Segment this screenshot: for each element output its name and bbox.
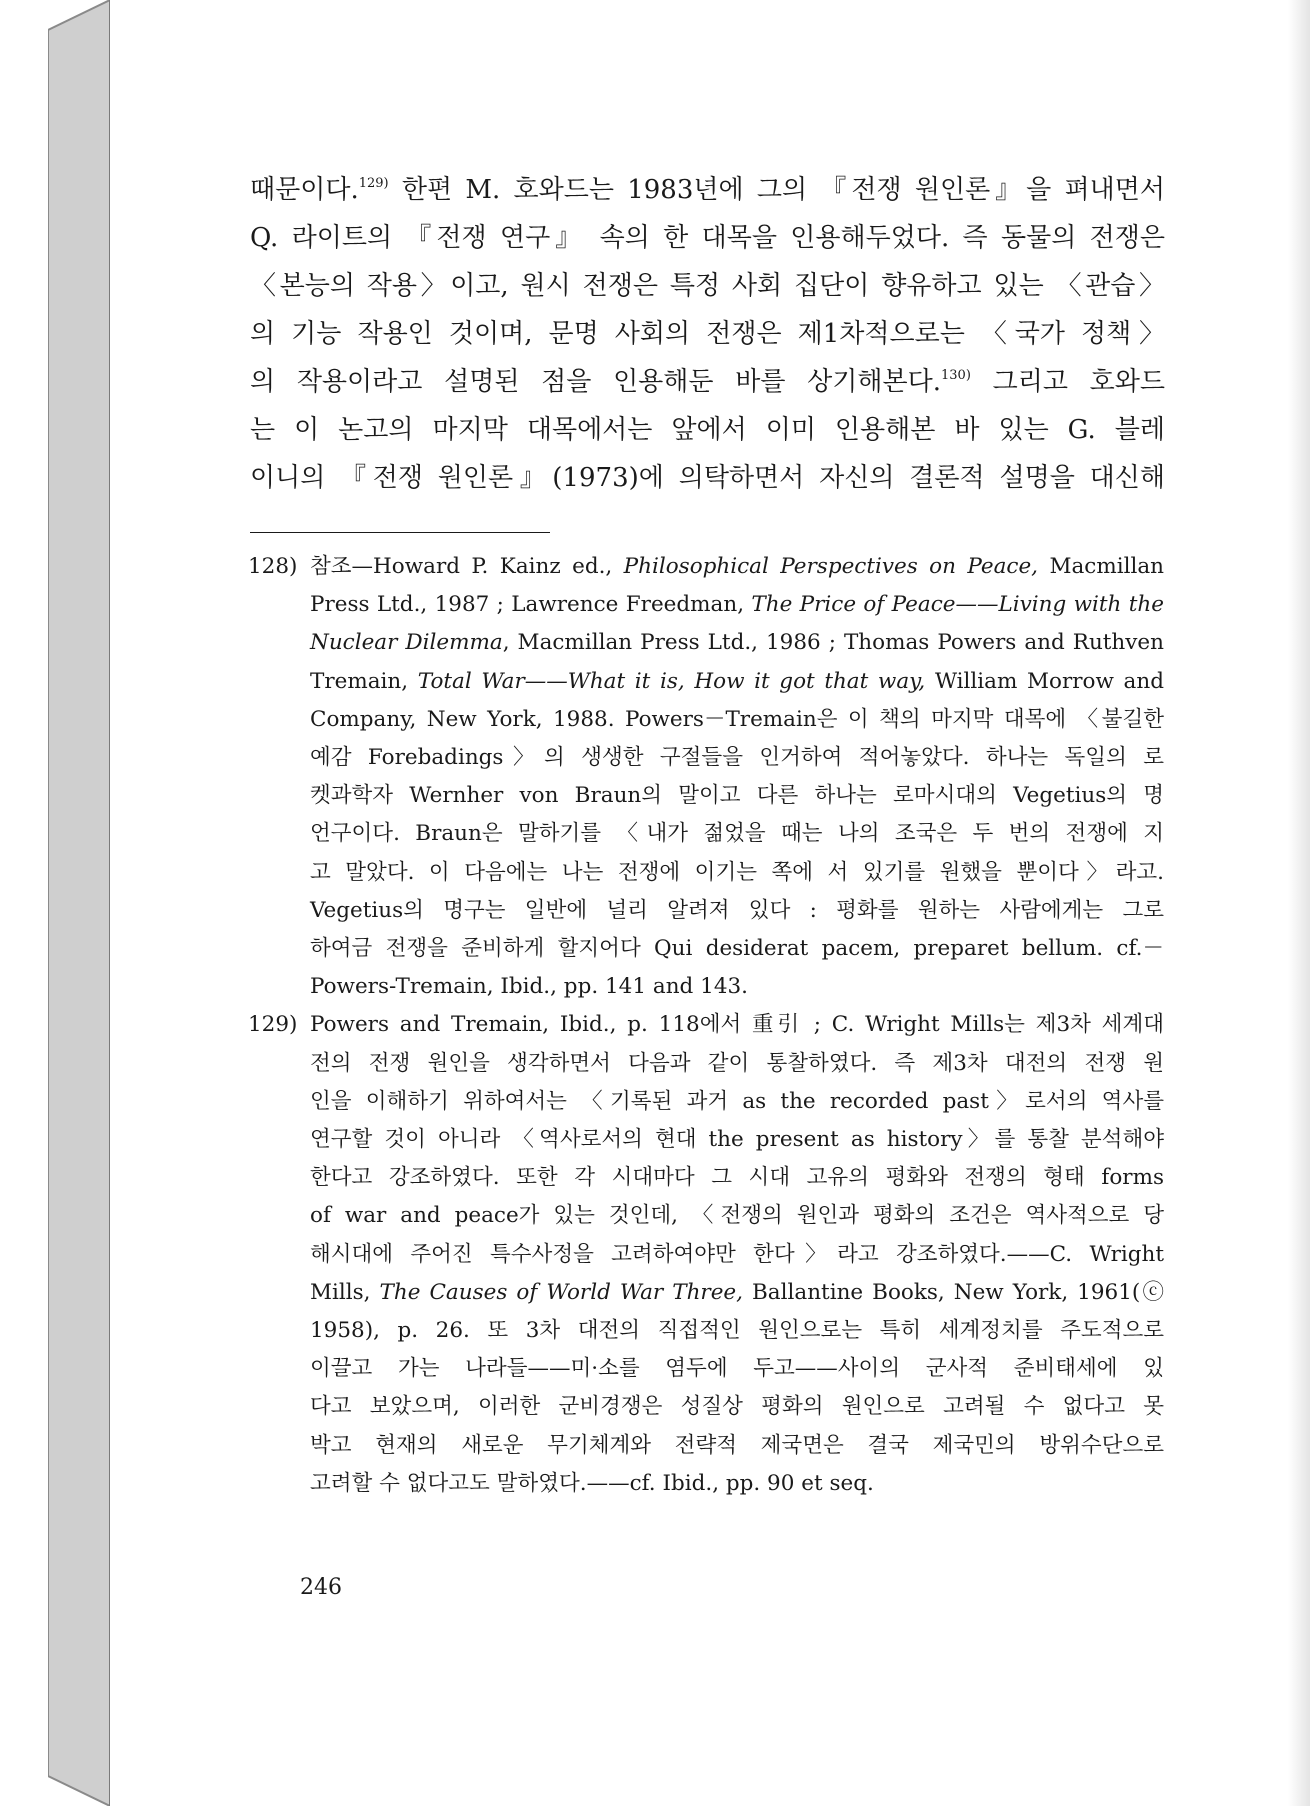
footnote-text: 고려할 수 없다고도 말하였다.——cf. Ibid., pp. 90 et seq. bbox=[310, 1470, 874, 1496]
footnote-text: Press Ltd., 1987 ; Lawrence Freedman, bbox=[310, 592, 752, 618]
footnote-text: 한다고 강조하였다. 또한 각 시대마다 그 시대 고유의 평화와 전쟁의 형태 forms bbox=[310, 1165, 1164, 1191]
footnote-text: Vegetius의 명구는 일반에 널리 알려져 있다 : 평화를 원하는 사람에게는 그로 bbox=[310, 897, 1164, 923]
footnote-ref: 130) bbox=[941, 368, 971, 383]
footnote-text: 인을 이해하기 위하여서는 〈기록된 과거 as the recorded past〉로서의 역사를 bbox=[310, 1088, 1164, 1114]
footnote-text: 다고 보았으며, 이러한 군비경쟁은 성질상 평화의 원인으로 고려될 수 없다고 못 bbox=[310, 1394, 1164, 1420]
footnote-line bbox=[310, 815, 1164, 853]
footnote-line bbox=[310, 701, 1164, 739]
body-text-segment: 〈본능의 작용〉이고, 원시 전쟁은 특정 사회 집단이 향유하고 있는 〈관습〉 bbox=[250, 271, 1165, 301]
body-text-segment: 의 기능 작용인 것이며, 문명 사회의 전쟁은 제1차적으로는 〈국가 정책〉 bbox=[250, 319, 1165, 349]
footnote-line bbox=[310, 1465, 1164, 1503]
footnote bbox=[248, 1006, 1164, 1503]
body-line bbox=[250, 406, 1165, 454]
page-edge bbox=[1288, 0, 1310, 1806]
footnote-text: 켓과학자 Wernher von Braun의 말이고 다른 하나는 로마시대의 Vegetius의 명 bbox=[310, 783, 1164, 809]
page-number: 246 bbox=[300, 1575, 342, 1600]
footnote-line bbox=[310, 1236, 1164, 1274]
footnote-line bbox=[310, 1388, 1164, 1426]
body-text-segment: 한편 M. 호와드는 1983년에 그의 『전쟁 원인론』을 펴내면서 bbox=[388, 175, 1165, 205]
italic-title: The Causes of World War Three, bbox=[379, 1279, 743, 1305]
footnote-ref: 129) bbox=[358, 176, 389, 191]
footnote-text: 하여금 전쟁을 준비하게 할지어다 Qui desiderat pacem, preparet bellum. cf.－ bbox=[310, 936, 1164, 962]
footnote-text: Mills, bbox=[310, 1279, 380, 1305]
footnote-text: of war and peace가 있는 것인데, 〈전쟁의 원인과 평화의 조건은 역사적으로 당 bbox=[310, 1203, 1164, 1229]
body-line bbox=[250, 262, 1165, 310]
italic-title: Philosophical Perspectives on Peace, bbox=[623, 554, 1039, 579]
footnote-text: Powers-Tremain, Ibid., pp. 141 and 143. bbox=[310, 974, 749, 1000]
footnote-line bbox=[310, 968, 1164, 1006]
body-text-segment: 의 작용이라고 설명된 점을 인용해둔 바를 상기해본다. bbox=[250, 367, 942, 397]
footnote-line bbox=[310, 777, 1164, 815]
footnote-text: 박고 현재의 새로운 무기체계와 전략적 제국면은 결국 제국민의 방위수단으로 bbox=[310, 1432, 1164, 1458]
footnote-line bbox=[310, 1045, 1164, 1083]
body-text-segment: 때문이다. bbox=[250, 175, 359, 205]
body-text-segment: 이니의 『전쟁 원인론』(1973)에 의탁하면서 자신의 결론적 설명을 대신해 bbox=[250, 463, 1165, 493]
body-text-segment: 는 이 논고의 마지막 대목에서는 앞에서 이미 인용해본 바 있는 G. 블레 bbox=[250, 415, 1165, 445]
footnote-line bbox=[310, 1159, 1164, 1197]
footnote-text: 연구할 것이 아니라 〈역사로서의 현대 the present as history〉를 통찰 분석해야 bbox=[310, 1127, 1164, 1153]
footnote-text: 전의 전쟁 원인을 생각하면서 다음과 같이 통찰하였다. 즉 제3차 대전의 전쟁 원 bbox=[310, 1050, 1164, 1076]
footnote-line bbox=[310, 1006, 1164, 1044]
footnote-line bbox=[310, 1274, 1164, 1312]
italic-title: Nuclear Dilemma bbox=[310, 630, 503, 656]
footnote-text: 1958), p. 26. 또 3차 대전의 직접적인 원인으로는 특히 세계정치를 주도적으로 bbox=[310, 1318, 1164, 1344]
footnote bbox=[248, 548, 1164, 1006]
footnote-text: 해시대에 주어진 특수사정을 고려하여야만 한다〉라고 강조하였다.——C. Wright bbox=[310, 1241, 1164, 1267]
footnote-line bbox=[310, 1083, 1164, 1121]
footnote-text: Ballantine Books, New York, 1961(ⓒ bbox=[742, 1279, 1164, 1305]
footnote-text: Macmillan bbox=[1038, 554, 1164, 579]
footnote-number: 129) bbox=[248, 1012, 298, 1038]
footnote-line bbox=[310, 739, 1164, 777]
footnote-text: Tremain, bbox=[310, 668, 418, 694]
footnote-line bbox=[310, 548, 1164, 586]
footnote-number: 128) bbox=[248, 554, 298, 579]
footnote-line bbox=[310, 663, 1164, 701]
footnote-text: 언구이다. Braun은 말하기를 〈내가 젊었을 때는 나의 조국은 두 번의 전쟁에 지 bbox=[310, 821, 1164, 847]
footnote-line bbox=[310, 624, 1164, 662]
body-line bbox=[250, 454, 1165, 502]
body-line bbox=[250, 214, 1165, 262]
footnote-line bbox=[310, 1121, 1164, 1159]
footnote-text: 고 말았다. 이 다음에는 나는 전쟁에 이기는 쪽에 서 있기를 원했을 뿐이다〉라고. bbox=[310, 859, 1164, 885]
footnote-text: William Morrow and bbox=[925, 668, 1164, 694]
footnote-text: Company, New York, 1988. Powers－Tremain은 이 책의 마지막 대목에 〈불길한 bbox=[310, 706, 1164, 732]
book-spine bbox=[48, 0, 110, 1806]
footnote-line bbox=[310, 892, 1164, 930]
body-line bbox=[250, 358, 1165, 406]
footnote-text: 이끌고 가는 나라들——미·소를 염두에 두고——사이의 군사적 준비태세에 있 bbox=[310, 1356, 1164, 1382]
footnotes bbox=[248, 548, 1164, 1503]
footnote-line bbox=[310, 930, 1164, 968]
footnote-text: 참조—Howard P. Kainz ed., bbox=[310, 554, 624, 579]
footnote-line bbox=[310, 1350, 1164, 1388]
italic-title: Total War——What it is, How it got that way, bbox=[417, 668, 926, 694]
footnote-line bbox=[310, 854, 1164, 892]
body-line bbox=[250, 310, 1165, 358]
footnote-separator bbox=[250, 532, 550, 533]
body-text-segment: 그리고 호와드 bbox=[970, 367, 1165, 397]
italic-title: The Price of Peace——Living with the bbox=[751, 592, 1164, 618]
body-text-segment: Q. 라이트의 『전쟁 연구』 속의 한 대목을 인용해두었다. 즉 동물의 전쟁은 bbox=[250, 223, 1165, 253]
footnote-text: , Macmillan Press Ltd., 1986 ; Thomas Powers and Ruthven bbox=[502, 630, 1164, 656]
footnote-line bbox=[310, 1197, 1164, 1235]
footnote-text: 예감 Forebadings〉의 생생한 구절들을 인거하여 적어놓았다. 하나는 독일의 로 bbox=[310, 745, 1164, 771]
body-text bbox=[250, 166, 1165, 502]
footnote-line bbox=[310, 1312, 1164, 1350]
footnote-line bbox=[310, 586, 1164, 624]
body-line bbox=[250, 166, 1165, 214]
footnote-line bbox=[310, 1427, 1164, 1465]
footnote-text: Powers and Tremain, Ibid., p. 118에서 重引 ; C. Wright Mills는 제3차 세계대 bbox=[310, 1012, 1164, 1038]
